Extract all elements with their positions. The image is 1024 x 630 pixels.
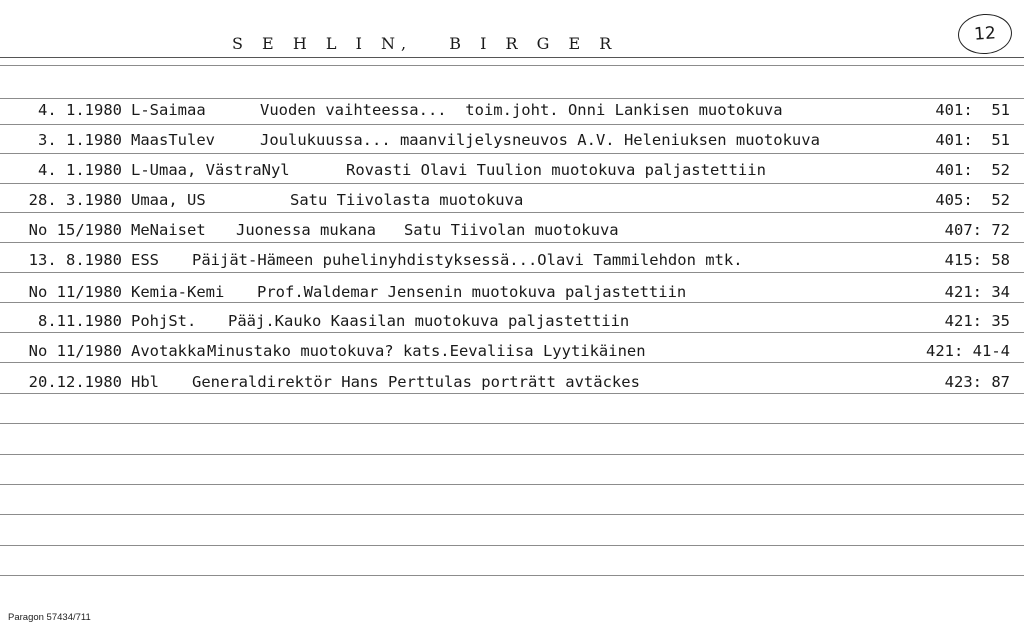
entry-date: 8.11.1980	[38, 312, 122, 330]
card-footer-imprint: Paragon 57434/711	[8, 612, 91, 623]
entry-text: Rovasti Olavi Tuulion muotokuva paljastettiin	[346, 161, 766, 179]
entry-source: Umaa, US	[131, 191, 206, 209]
ruled-line	[0, 362, 1024, 363]
ruled-line	[0, 393, 1024, 394]
card-number-circle: 12	[957, 12, 1014, 56]
entry-date: 13. 8.1980	[28, 251, 122, 269]
entry-text: Päijät-Hämeen puhelinyhdistyksessä...Olavi Tammilehdon mtk.	[192, 251, 743, 269]
entry-date: No 15/1980	[28, 221, 122, 239]
ruled-line	[0, 514, 1024, 515]
index-entry	[0, 189, 1024, 211]
entry-source: Kemia-Kemi	[131, 283, 225, 301]
entry-date: 3. 1.1980	[38, 131, 122, 149]
entry-ref: 401: 51	[935, 131, 1010, 149]
card-header-name: S E H L I N, B I R G E R	[232, 34, 619, 53]
entry-source: ESS	[131, 251, 159, 269]
ruled-line	[0, 423, 1024, 424]
entry-text: Satu Tiivolasta muotokuva	[290, 191, 524, 209]
index-entry	[0, 310, 1024, 332]
entry-source: Hbl	[131, 373, 159, 391]
ruled-line	[0, 575, 1024, 576]
ruled-line	[0, 212, 1024, 213]
entry-text: Vuoden vaihteessa... toim.joht. Onni Lankisen muotokuva	[260, 101, 783, 119]
index-entry	[0, 99, 1024, 121]
entry-date: 28. 3.1980	[28, 191, 122, 209]
entry-source: L-Saimaa	[131, 101, 206, 119]
entry-text: Prof.Waldemar Jensenin muotokuva paljastettiin	[257, 283, 687, 301]
ruled-line	[0, 484, 1024, 485]
ruled-line	[0, 242, 1024, 243]
entry-ref: 405: 52	[935, 191, 1010, 209]
entry-source: Avotakka	[131, 342, 206, 360]
index-entry	[0, 281, 1024, 303]
entry-text: Minustako muotokuva? kats.Eevaliisa Lyytikäinen	[207, 342, 646, 360]
entry-source: L-Umaa, VästraNyl	[131, 161, 290, 179]
entry-text: Juonessa mukana Satu Tiivolan muotokuva	[236, 221, 619, 239]
index-entry	[0, 219, 1024, 241]
ruled-line	[0, 183, 1024, 184]
index-entry	[0, 129, 1024, 151]
header-rule	[0, 57, 1024, 58]
entry-text: Generaldirektör Hans Perttulas porträtt avtäckes	[192, 373, 640, 391]
ruled-line	[0, 272, 1024, 273]
ruled-line	[0, 332, 1024, 333]
entry-date: 4. 1.1980	[38, 101, 122, 119]
entry-ref: 421: 35	[944, 312, 1010, 330]
entry-date: No 11/1980	[28, 283, 122, 301]
entry-ref: 401: 52	[935, 161, 1010, 179]
ruled-line	[0, 454, 1024, 455]
header-rule-second	[0, 65, 1024, 66]
entry-source: MeNaiset	[131, 221, 206, 239]
ruled-line	[0, 124, 1024, 125]
entry-ref: 423: 87	[944, 373, 1010, 391]
entry-date: No 11/1980	[28, 342, 122, 360]
index-entry	[0, 249, 1024, 271]
entry-date: 4. 1.1980	[38, 161, 122, 179]
entry-source: PohjSt.	[131, 312, 197, 330]
entry-ref: 401: 51	[935, 101, 1010, 119]
entry-ref: 415: 58	[944, 251, 1010, 269]
entry-date: 20.12.1980	[28, 373, 122, 391]
entry-text: Joulukuussa... maanviljelysneuvos A.V. Heleniuksen muotokuva	[260, 131, 820, 149]
entry-ref: 421: 34	[944, 283, 1010, 301]
entry-ref: 407: 72	[944, 221, 1010, 239]
ruled-line	[0, 545, 1024, 546]
entry-ref: 421: 41-4	[926, 342, 1010, 360]
entry-source: MaasTulev	[131, 131, 215, 149]
index-entry	[0, 159, 1024, 181]
index-entry	[0, 371, 1024, 393]
index-entry	[0, 340, 1024, 362]
ruled-line	[0, 153, 1024, 154]
entry-text: Pääj.Kauko Kaasilan muotokuva paljastettiin	[228, 312, 630, 330]
